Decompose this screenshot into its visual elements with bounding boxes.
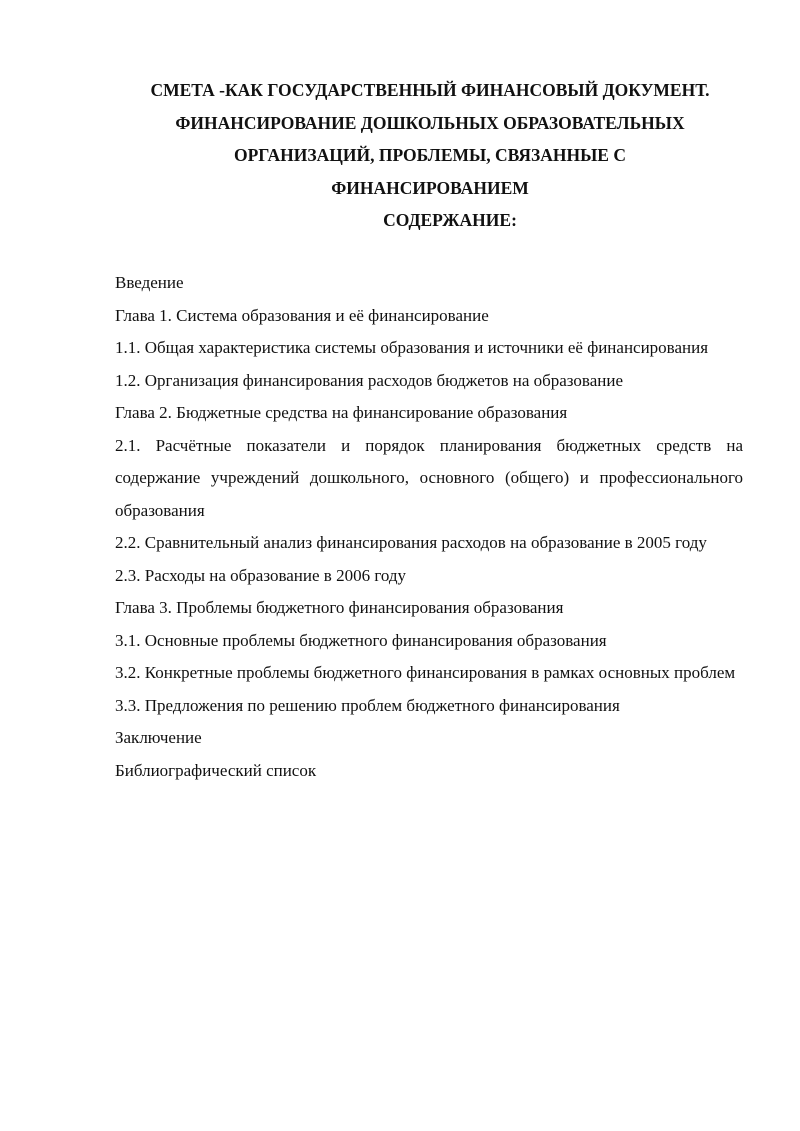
toc-item: 3.1. Основные проблемы бюджетного финансирования образования	[115, 630, 607, 650]
toc-item: Заключение	[115, 728, 202, 747]
title-line: СМЕТА -КАК ГОСУДАРСТВЕННЫЙ ФИНАНСОВЫЙ ДОКУМЕНТ.	[150, 80, 710, 100]
title-line: ОРГАНИЗАЦИЙ, ПРОБЛЕМЫ, СВЯЗАННЫЕ С	[233, 145, 626, 165]
toc-item: 2.3. Расходы на образование в 2006 году	[115, 565, 407, 585]
toc-item: 2.2. Сравнительный анализ финансирования расходов на образование в 2005 году	[115, 533, 707, 552]
toc-item: Глава 2. Бюджетные средства на финансирование образования	[115, 403, 568, 422]
toc-item: 3.2. Конкретные проблемы бюджетного финансирования в рамках основных проблем	[115, 663, 736, 682]
toc-item: 3.3. Предложения по решению проблем бюджетного финансирования	[115, 695, 620, 715]
title-line: ФИНАНСИРОВАНИЕМ	[331, 177, 529, 198]
toc-item: 2.1. Расчётные показатели и порядок планирования бюджетных средств на содержание учреждений дошкольного, основного (общего) и профессионального образования	[115, 435, 743, 520]
toc-item: 1.1. Общая характеристика системы образования и источники её финансирования	[115, 338, 709, 357]
toc-item: Глава 3. Проблемы бюджетного финансирования образования	[115, 598, 564, 617]
document-title	[100, 74, 760, 237]
title-line: ФИНАНСИРОВАНИЕ ДОШКОЛЬНЫХ ОБРАЗОВАТЕЛЬНЫХ	[175, 112, 685, 133]
toc-item: 1.2. Организация финансирования расходов бюджетов на образование	[115, 370, 624, 390]
toc-item: Введение	[115, 273, 184, 292]
table-of-contents	[115, 267, 743, 787]
toc-item: Библиографический список	[115, 760, 317, 780]
toc-item: Глава 1. Система образования и её финансирование	[115, 305, 489, 325]
toc-heading: СОДЕРЖАНИЕ:	[383, 210, 517, 230]
